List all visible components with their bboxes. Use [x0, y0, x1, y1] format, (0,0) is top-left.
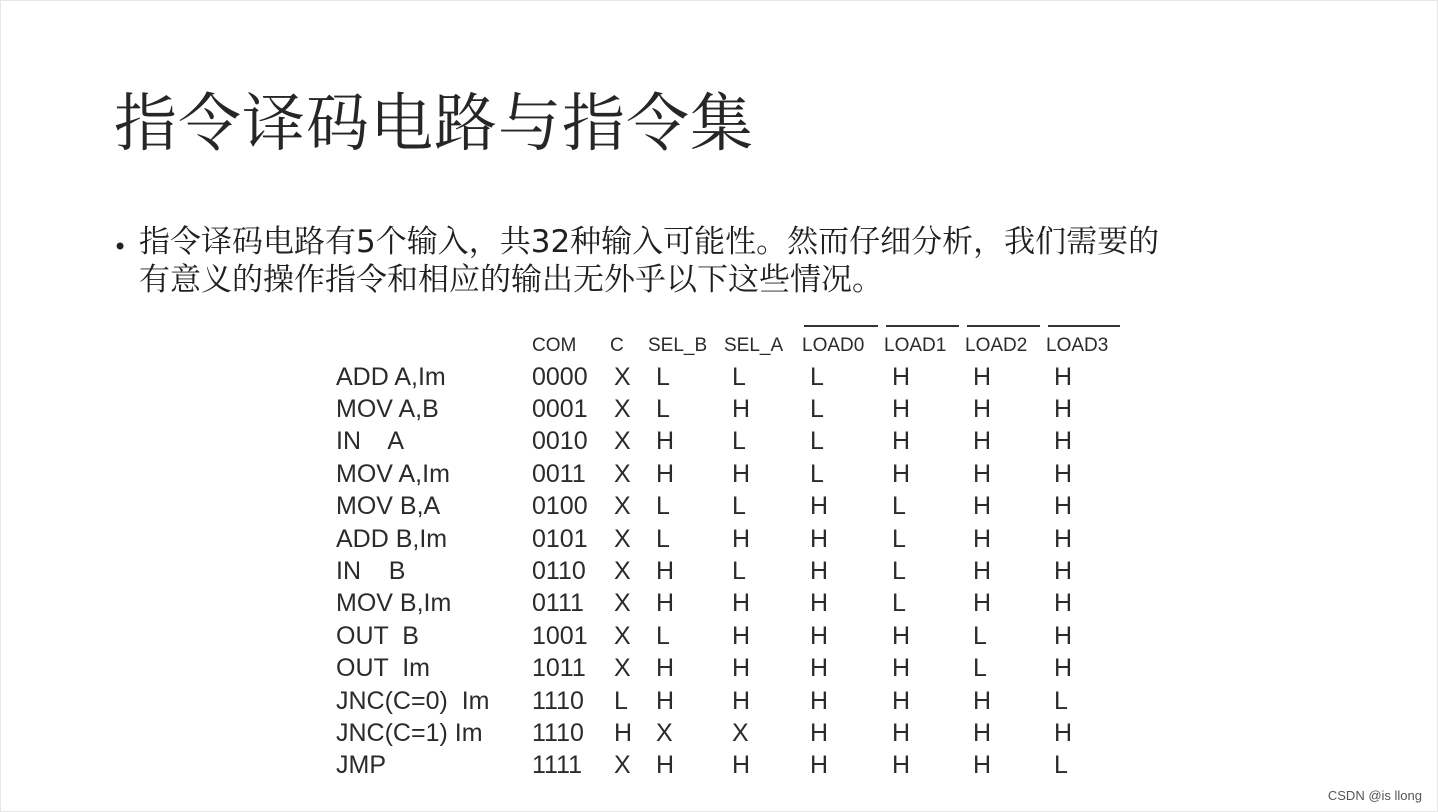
load1-cell: H	[892, 751, 911, 780]
load1-cell: L	[892, 492, 906, 521]
load3-cell: H	[1054, 362, 1073, 391]
c-cell: X	[614, 524, 631, 553]
c-cell: X	[614, 459, 631, 488]
table-row	[330, 361, 1126, 393]
load1-cell: H	[892, 362, 911, 391]
load1-cell: H	[892, 395, 911, 424]
com-cell: 1111	[532, 751, 583, 780]
instruction-cell: ADD B,Im	[336, 524, 448, 553]
sel-a-cell: L	[732, 427, 746, 456]
sel-b-cell: H	[656, 686, 675, 715]
table-row	[330, 458, 1126, 490]
load0-cell: H	[810, 589, 829, 618]
header-load3: LOAD3	[1046, 323, 1126, 361]
com-cell: 0001	[532, 395, 588, 424]
c-cell: X	[614, 557, 631, 586]
load0-cell: L	[810, 459, 824, 488]
instruction-cell: MOV A,B	[336, 395, 439, 424]
load3-cell: H	[1054, 557, 1073, 586]
load1-cell: H	[892, 654, 911, 683]
sel-b-cell: L	[656, 492, 670, 521]
load3-cell: H	[1054, 427, 1073, 456]
load0-cell: H	[810, 718, 829, 747]
load1-cell: H	[892, 718, 911, 747]
load0-cell: H	[810, 654, 829, 683]
sel-b-cell: H	[656, 654, 675, 683]
sel-b-cell: X	[656, 718, 673, 747]
sel-a-cell: H	[732, 751, 751, 780]
load0-cell: H	[810, 524, 829, 553]
load3-cell: H	[1054, 589, 1073, 618]
load2-cell: H	[973, 557, 992, 586]
load0-cell: H	[810, 621, 829, 650]
com-cell: 1110	[532, 718, 584, 747]
c-cell: L	[614, 686, 628, 715]
c-cell: X	[614, 492, 631, 521]
instruction-cell: IN B	[336, 557, 406, 586]
sel-a-cell: H	[732, 524, 751, 553]
load3-cell: H	[1054, 492, 1073, 521]
instruction-cell: JNC(C=1) Im	[336, 718, 483, 747]
instruction-truth-table	[330, 323, 1126, 782]
table-row	[330, 393, 1126, 425]
bullet-dot-icon: •	[113, 233, 128, 261]
load2-cell: H	[973, 459, 992, 488]
table-row	[330, 653, 1126, 685]
table-row	[330, 685, 1126, 717]
com-cell: 1011	[532, 654, 586, 683]
sel-a-cell: H	[732, 395, 751, 424]
table-row	[330, 426, 1126, 458]
header-load0: LOAD0	[802, 323, 884, 361]
load3-cell: H	[1054, 524, 1073, 553]
load1-cell: H	[892, 427, 911, 456]
load3-cell: H	[1054, 621, 1073, 650]
com-cell: 0100	[532, 492, 588, 521]
load3-cell: L	[1054, 751, 1068, 780]
c-cell: X	[614, 589, 631, 618]
instruction-cell: MOV A,Im	[336, 459, 450, 488]
sel-a-cell: H	[732, 459, 751, 488]
c-cell: X	[614, 362, 631, 391]
sel-b-cell: L	[656, 524, 670, 553]
sel-b-cell: L	[656, 395, 670, 424]
table-header-row	[330, 323, 1126, 361]
load1-cell: H	[892, 459, 911, 488]
instruction-cell: OUT B	[336, 621, 419, 650]
table-row	[330, 523, 1126, 555]
c-cell: X	[614, 621, 631, 650]
header-load2: LOAD2	[965, 323, 1046, 361]
table-row	[330, 620, 1126, 652]
load3-cell: H	[1054, 718, 1073, 747]
sel-b-cell: H	[656, 557, 675, 586]
sel-b-cell: H	[656, 589, 675, 618]
com-cell: 0010	[532, 427, 588, 456]
c-cell: X	[614, 427, 631, 456]
load2-cell: H	[973, 524, 992, 553]
load1-cell: L	[892, 589, 906, 618]
bullet-text: 指令译码电路有5个输入，共32种输入可能性。然而仔细分析，我们需要的 有意义的操作指令和相应的输出无外乎以下这些情况。	[139, 224, 1160, 298]
header-c: C	[610, 335, 624, 356]
header-instruction	[330, 323, 532, 361]
c-cell: X	[614, 751, 631, 780]
load3-cell: L	[1054, 686, 1068, 715]
load0-cell: H	[810, 557, 829, 586]
table-row	[330, 717, 1126, 749]
sel-a-cell: L	[732, 362, 746, 391]
c-cell: H	[614, 718, 633, 747]
com-cell: 0000	[532, 362, 588, 391]
load2-cell: L	[973, 621, 987, 650]
com-cell: 0110	[532, 557, 586, 586]
c-cell: X	[614, 395, 631, 424]
com-cell: 0101	[532, 524, 588, 553]
table-row	[330, 491, 1126, 523]
table-row	[330, 750, 1126, 782]
c-cell: X	[614, 654, 631, 683]
sel-a-cell: X	[732, 718, 749, 747]
load0-cell: H	[810, 686, 829, 715]
load3-cell: H	[1054, 654, 1073, 683]
load2-cell: H	[973, 718, 992, 747]
instruction-cell: JMP	[336, 751, 386, 780]
header-sel-a: SEL_A	[724, 335, 784, 356]
instruction-cell: MOV B,Im	[336, 589, 452, 618]
com-cell: 1110	[532, 686, 584, 715]
load2-cell: H	[973, 589, 992, 618]
load2-cell: H	[973, 686, 992, 715]
load1-cell: H	[892, 686, 911, 715]
com-cell: 0111	[532, 589, 584, 618]
instruction-cell: MOV B,A	[336, 492, 441, 521]
com-cell: 1001	[532, 621, 588, 650]
load2-cell: H	[973, 395, 992, 424]
header-load1: LOAD1	[884, 323, 965, 361]
load0-cell: L	[810, 362, 824, 391]
load1-cell: H	[892, 621, 911, 650]
load0-cell: H	[810, 492, 829, 521]
instruction-cell: ADD A,Im	[336, 362, 446, 391]
sel-b-cell: L	[656, 621, 670, 650]
instruction-cell: OUT Im	[336, 654, 430, 683]
load0-cell: H	[810, 751, 829, 780]
sel-a-cell: H	[732, 654, 751, 683]
watermark: CSDN @is llong	[1327, 788, 1422, 803]
sel-a-cell: H	[732, 589, 751, 618]
load3-cell: H	[1054, 459, 1073, 488]
table-row	[330, 555, 1126, 587]
sel-b-cell: H	[656, 459, 675, 488]
sel-b-cell: H	[656, 751, 675, 780]
table-row	[330, 588, 1126, 620]
load0-cell: L	[810, 427, 824, 456]
header-sel-b: SEL_B	[648, 335, 708, 356]
load2-cell: H	[973, 751, 992, 780]
load2-cell: H	[973, 362, 992, 391]
load2-cell: H	[973, 427, 992, 456]
sel-b-cell: L	[656, 362, 670, 391]
sel-a-cell: H	[732, 686, 751, 715]
load0-cell: L	[810, 395, 824, 424]
instruction-cell: JNC(C=0) Im	[336, 686, 490, 715]
instruction-cell: IN A	[336, 427, 405, 456]
load1-cell: L	[892, 524, 906, 553]
sel-a-cell: H	[732, 621, 751, 650]
load2-cell: H	[973, 492, 992, 521]
header-com: COM	[532, 335, 577, 356]
load1-cell: L	[892, 557, 906, 586]
slide-title: 指令译码电路与指令集	[114, 87, 754, 160]
sel-a-cell: L	[732, 492, 746, 521]
load3-cell: H	[1054, 395, 1073, 424]
sel-b-cell: H	[656, 427, 675, 456]
load2-cell: L	[973, 654, 987, 683]
sel-a-cell: L	[732, 557, 746, 586]
com-cell: 0011	[532, 459, 586, 488]
